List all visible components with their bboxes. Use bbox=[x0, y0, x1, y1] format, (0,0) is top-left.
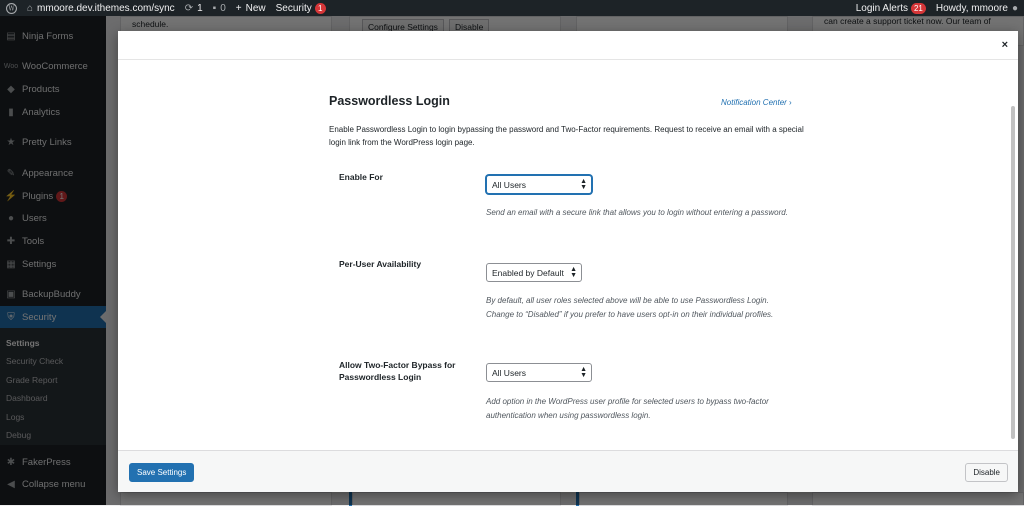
chevron-right-icon: › bbox=[789, 98, 792, 107]
modal-scrollbar[interactable] bbox=[1011, 106, 1015, 439]
settings-modal bbox=[118, 31, 1018, 492]
close-icon[interactable]: × bbox=[1001, 39, 1008, 51]
new-label: New bbox=[245, 2, 266, 14]
enable-for-help: Send an email with a secure link that allows you to login without entering a password. bbox=[486, 208, 788, 217]
two-factor-bypass-label: Allow Two-Factor Bypass for Passwordless Login bbox=[339, 360, 456, 382]
updates-count: 1 bbox=[197, 2, 203, 14]
enable-for-value: All Users bbox=[492, 179, 527, 190]
admin-bar-right bbox=[856, 3, 1018, 14]
disable-button[interactable]: Disable bbox=[965, 463, 1008, 482]
security-label: Security bbox=[275, 2, 312, 14]
login-alerts-badge: 21 bbox=[911, 3, 926, 14]
comments-count: 0 bbox=[220, 2, 226, 14]
enable-for-select[interactable] bbox=[486, 175, 592, 194]
svg-text:W: W bbox=[8, 5, 15, 13]
per-user-availability-select[interactable] bbox=[486, 263, 582, 282]
security-link[interactable] bbox=[276, 3, 326, 14]
modal-footer bbox=[118, 450, 1018, 492]
enable-for-label: Enable For bbox=[339, 172, 383, 182]
per-user-availability-label: Per-User Availability bbox=[339, 259, 422, 269]
modal-body bbox=[118, 60, 1018, 450]
new-content-link[interactable] bbox=[236, 3, 266, 14]
updates-link[interactable] bbox=[185, 3, 203, 14]
howdy-text: Howdy, mmoore bbox=[935, 2, 1008, 14]
refresh-icon: ⟳ bbox=[184, 2, 194, 14]
section-description: Enable Passwordless Login to login bypassing the password and Two-Factor requirements. Request to receive an email with a special login link from the WordPress login page. bbox=[329, 125, 804, 147]
comment-icon: ▪ bbox=[212, 2, 217, 14]
site-name: mmoore.dev.ithemes.com/sync bbox=[37, 2, 175, 14]
select-caret-icon: ▲ ▼ bbox=[580, 178, 587, 191]
save-settings-button[interactable]: Save Settings bbox=[129, 463, 194, 482]
user-avatar-icon: ● bbox=[1011, 2, 1018, 14]
my-account-link[interactable] bbox=[936, 3, 1018, 14]
wordpress-logo-icon[interactable] bbox=[6, 3, 17, 14]
two-factor-bypass-select[interactable] bbox=[486, 363, 592, 382]
notification-center-link[interactable] bbox=[721, 98, 792, 107]
admin-bar bbox=[0, 0, 1024, 16]
site-name-link[interactable] bbox=[27, 3, 175, 14]
comments-link[interactable] bbox=[213, 3, 226, 14]
two-factor-bypass-help: Add option in the WordPress user profile for selected users to bypass two-factor authentication when using passwordless login. bbox=[486, 397, 769, 420]
home-icon: ⌂ bbox=[27, 2, 34, 14]
select-caret-icon: ▲ ▼ bbox=[570, 266, 577, 279]
notification-center-label: Notification Center bbox=[721, 98, 787, 107]
login-alerts-link[interactable] bbox=[856, 3, 926, 14]
security-badge: 1 bbox=[315, 3, 326, 14]
select-caret-icon: ▲ ▼ bbox=[580, 366, 587, 379]
per-user-availability-value: Enabled by Default bbox=[492, 267, 564, 278]
login-alerts-label: Login Alerts bbox=[855, 2, 908, 14]
plus-icon: + bbox=[235, 2, 242, 14]
section-title: Passwordless Login bbox=[329, 94, 450, 108]
per-user-availability-help: By default, all user roles selected above will be able to use Passwordless Login. Change to “Disabled” if you prefer to have users opt-in on their individual profiles. bbox=[486, 296, 774, 319]
two-factor-bypass-value: All Users bbox=[492, 367, 527, 378]
